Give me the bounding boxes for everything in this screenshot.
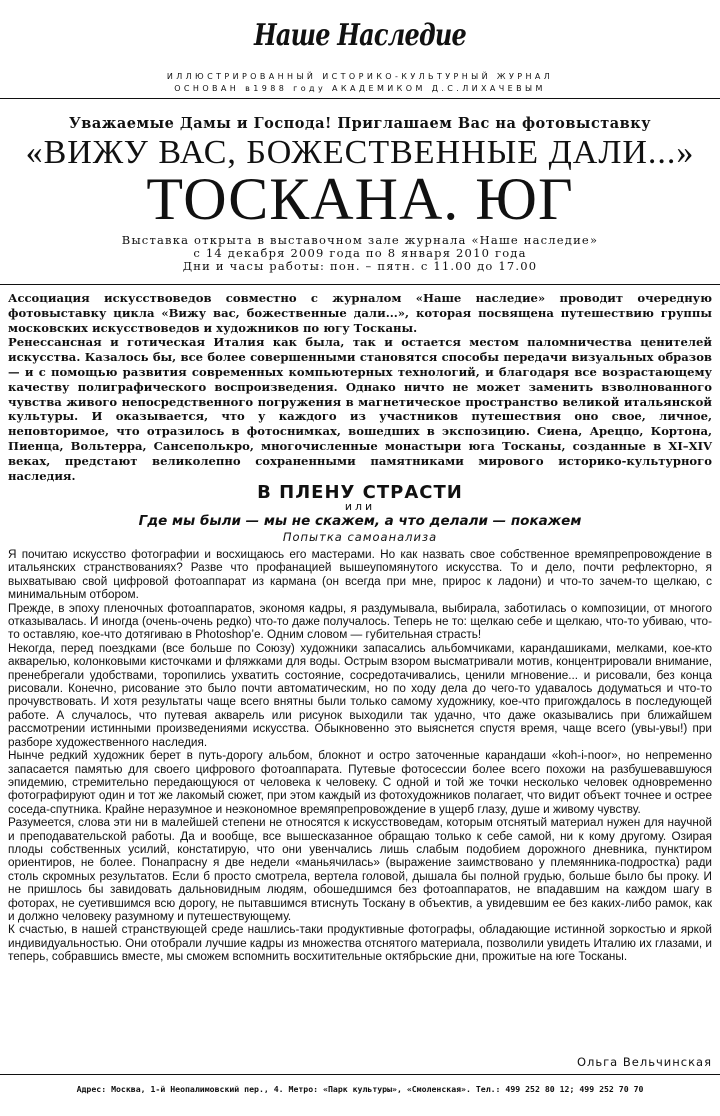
footer-rule: [0, 1074, 720, 1075]
exhibition-main-title: ТОСКАНА. ЮГ: [146, 166, 574, 232]
author-signature: Ольга Вельчинская: [576, 1055, 712, 1069]
magazine-founded-line: ОСНОВАН в1988 году АКАДЕМИКОМ Д.С.ЛИХАЧЕВЫМ: [174, 84, 546, 93]
intro-paragraph: Ассоциация искусствоведов совместно с журналом «Наше наследие» проводит очередную фотовыставку цикла «Вижу вас, божественные дали...», которая посвящена путешествию группы московских искусствоведов и художников по югу Тосканы.: [8, 291, 712, 335]
magazine-tagline: ИЛЛЮСТРИРОВАННЫЙ ИСТОРИКО-КУЛЬТУРНЫЙ ЖУРНАЛ: [166, 72, 554, 81]
exhibition-date-range: с 14 декабря 2009 года по 8 января 2010 года: [193, 246, 527, 260]
essay-subtitle: Где мы были — мы не скажем, а что делали — покажем: [138, 513, 582, 529]
essay-paragraph: Разумеется, слова эти ни в малейшей степени не относятся к искусствоведам, которым отснятый материал нужен для научной и преподавательской работы. Да и вообще, все вышесказанное обращаю только к себе самой, ни к кому другому. Озирая плоды собственных усилий, констатирую, что они увенчались лишь слабым подобием дорожного дневника, пунктиром ориентиров, не более. Понапрасну я две недели «маньячилась» (выражение заимствовано у племянника-подростка) ради столь скромных результатов. Если б просто смотрела, вертела головой, дышала бы полной грудью, больше было бы проку. И не пришлось бы завидовать дальновидным людям, обошедшимся без фотоаппаратов, не впадавшим на каждом шагу в фоторах, не суетившимся всю дорогу, не пытавшимся втиснуть Тоскану в объектив, а увидевшим ее без каких-либо рамок, как и должно человеку разумному и путешествующему.: [8, 816, 712, 923]
invitation-greeting: Уважаемые Дамы и Господа! Приглашаем Вас на фотовыставку: [68, 115, 652, 132]
essay-paragraph: К счастью, в нашей странствующей среде нашлись-таки продуктивные фотографы, обладающие истинной зоркостью и яркой индивидуальностью. Они отобрали лучшие кадры из множества отснятого материала, позволили увидеть Италию их глазами, и теперь, собравшись вместе, мы сможем вспомнить восхитительные октябрьские дни, прожитые на юге Тосканы.: [8, 923, 712, 964]
exhibition-quote-title: «ВИЖУ ВАС, БОЖЕСТВЕННЫЕ ДАЛИ...»: [25, 134, 695, 171]
exhibition-dates: [0, 234, 720, 273]
essay-paragraph: Прежде, в эпоху пленочных фотоаппаратов, экономя кадры, я раздумывала, выбирала, заботилась о композиции, от многого отказывалась. И иногда (очень-очень редко) что-то даже получалось. Теперь не то: щелкаю себе и щелкаю, что-то убиваю, что-то оставляю, кое-что дотягиваю в Photoshop’e. Одним словом — губительная страсть!: [8, 601, 712, 642]
essay-title-or: или: [344, 500, 376, 513]
essay-paragraph: Некогда, перед поездками (все больше по Союзу) художники запасались альбомчиками, карандашиками, мелками, кое-кто акварелью, колонковыми кисточками и фляжками для воды. Острым взором высматривали мотив, концентрировали внимание, пренебрегали удобствами, торопились ухватить состояние, сосредотачивались, ценили мгновение... и рисовали, без конца рисовали. Конечно, рисование это было почти автоматическим, но по ходу дела до чего-то удавалось додуматься и что-то прочувствовать. И хотя результаты чаще всего внятны были только самому художнику, кое-что пригождалось в последующей работе. А случалось, что путевая акварель или рисунок выходили так удачно, что даже оказывались при ближайшем рассмотрении истинными произведениями искусства. Обыкновенно это выяснется спустя время, чаще всего (увы-увы!) при разборе художественного наследия.: [8, 641, 712, 749]
magazine-logo: Наше Наследие: [254, 18, 466, 53]
essay-title: В ПЛЕНУ СТРАСТИ: [257, 482, 463, 503]
intro-text: [8, 291, 712, 483]
header-rule: [0, 284, 720, 285]
intro-paragraph: Ренессансная и готическая Италия как была, так и остается местом паломничества ценителей искусства. Казалось бы, все более совершенными становятся способы передачи визуальных образов — и с помощью развития современных компьютерных технологий, и благодаря все возрастающему качеству полиграфического воспроизведения. Однако ничто не может заменить взволнованного чувства живого непосредственного погружения в магнетическое пространство великой итальянской культуры. И оказывается, что у каждого из участников путешествия оно свое, личное, неповторимое, что отразилось в фотоснимках, вошедших в экспозицию. Сиена, Ареццо, Кортона, Пиенца, Вольтерра, Сансеполькро, многочисленные монастыри юга Тосканы, созданные в XI–XIV веках, предстают великолепно сохраненными памятниками мирового историко-культурного наследия.: [8, 335, 712, 483]
essay-body: [8, 548, 712, 964]
contact-footer: Адрес: Москва, 1-й Неопалимовский пер., 4. Метро: «Парк культуры», «Смоленская». Тел.: 499 252 80 12; 499 252 70 70: [76, 1084, 644, 1094]
exhibition-venue-line: Выставка открыта в выставочном зале журнала «Наше наследие»: [121, 233, 599, 247]
essay-paragraph: Нынче редкий художник берет в путь-дорогу альбом, блокнот и остро заточенные карандаши «koh-i-noor», но непременно запасается памятью для своего цифрового фотоаппарата. Путевые фотосессии более всего похожи на разбушевавшуюся эпидемию, стремительно передающуюся от человека к человеку. С одной и той же точки несколько человек одновременно фотографируют один и тот же лакомый сюжет, при этом каждый из фотохудожников полагает, что видит объект точнее и острее соседа-спутника. Крайне неразумное и неэкономное времяпрепровождение в ущерб глазу, душе и живому чувству.: [8, 749, 712, 816]
essay-paragraph: Я почитаю искусство фотографии и восхищаюсь его мастерами. Но как назвать свое собственное времяпрепровождение в итальянских странствованиях? Разве что профанацией вышеупомянутого искусства. То и дело, почти рефлекторно, я выхватываю свой цифровой фотоаппарат из кармана (он всегда при мне, прирос к ладони) и что-то зачем-то щелкаю, с минимальным отбором.: [8, 548, 712, 602]
essay-genre: Попытка самоанализа: [282, 530, 438, 544]
exhibition-hours: Дни и часы работы: пон. – пятн. с 11.00 до 17.00: [182, 259, 538, 273]
masthead-rule: [0, 98, 720, 99]
